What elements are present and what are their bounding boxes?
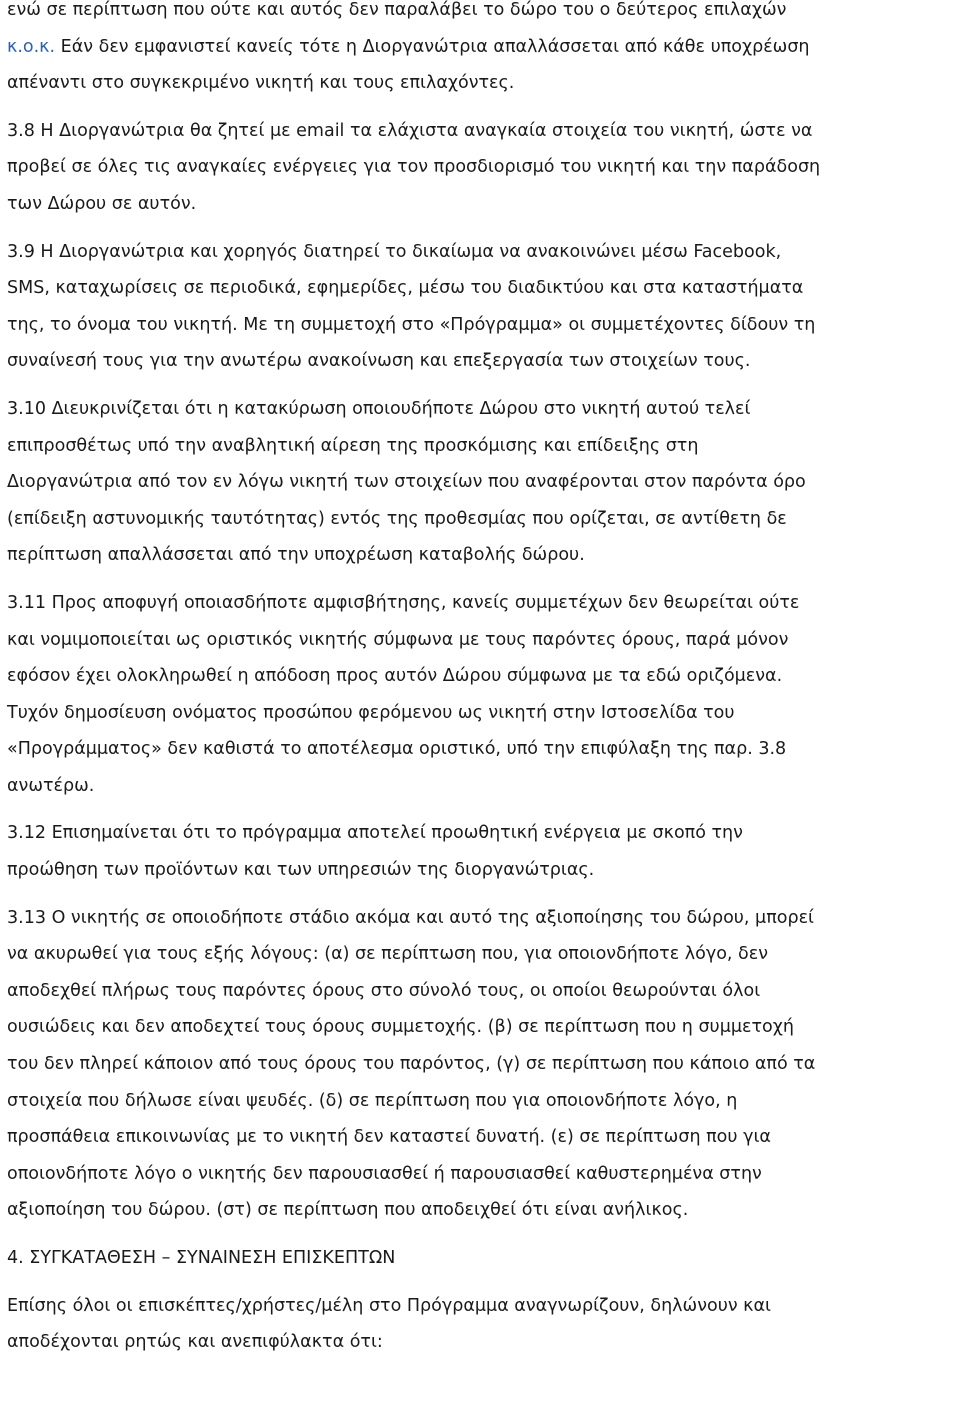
paragraph-clause-3-12 [7, 815, 957, 888]
text-line: και νομιμοποιείται ως οριστικός νικητής σύμφωνα με τους παρόντες όρους, παρά μόνον [7, 629, 789, 650]
document-page [7, 0, 957, 1372]
text-line: να ακυρωθεί για τους εξής λόγους: (α) σε περίπτωση που, για οποιονδήποτε λόγο, δεν [7, 944, 769, 965]
text-line: των Δώρου σε αυτόν. [7, 193, 197, 214]
text-line: «Προγράμματος» δεν καθιστά το αποτέλεσμα οριστικό, υπό την επιφύλαξη της παρ. 3.8 [7, 739, 787, 760]
paragraph-clause-3-11 [7, 585, 957, 805]
text-line: αξιοποίηση του δώρου. (στ) σε περίπτωση που αποδειχθεί ότι είναι ανήλικος. [7, 1200, 689, 1221]
paragraph-clause-3-8 [7, 113, 957, 223]
text-line: Επίσης όλοι οι επισκέπτες/χρήστες/μέλη στο Πρόγραμμα αναγνωρίζουν, δηλώνουν και [7, 1295, 771, 1316]
text-line: (επίδειξη αστυνομικής ταυτότητας) εντός της προθεσμίας που ορίζεται, σε αντίθετη δε [7, 508, 787, 529]
text-line: οποιονδήποτε λόγο ο νικητής δεν παρουσιασθεί ή παρουσιασθεί καθυστερημένα στην [7, 1163, 762, 1184]
text-line: ανωτέρω. [7, 775, 95, 796]
text-line: αποδεχθεί πλήρως τους παρόντες όρους στο σύνολό τους, οι οποίοι θεωρούνται όλοι [7, 980, 761, 1001]
text-line: SMS, καταχωρίσεις σε περιοδικά, εφημερίδες, μέσω του διαδικτύου και στα καταστήματα [7, 278, 804, 299]
text-line: απέναντι στο συγκεκριμένο νικητή και τους επιλαχόντες. [7, 73, 515, 94]
text-line: του δεν πληρεί κάποιον από τους όρους του παρόντος, (γ) σε περίπτωση που κάποιο από τα [7, 1054, 816, 1075]
paragraph-clause-3-10 [7, 391, 957, 574]
section-4-heading [7, 1240, 957, 1277]
text-line: εφόσον έχει ολοκληρωθεί η απόδοση προς αυτόν Δώρου σύμφωνα με τα εδώ οριζόμενα. [7, 666, 783, 687]
text-line: 3.9 Η Διοργανώτρια και χορηγός διατηρεί το δικαίωμα να ανακοινώνει μέσω Facebook, [7, 241, 782, 262]
text-line: 3.11 Προς αποφυγή οποιασδήποτε αμφισβήτησης, κανείς συμμετέχων δεν θεωρείται ούτε [7, 592, 800, 613]
text-line: επιπροσθέτως υπό την αναβλητική αίρεση της προσκόμισης και επίδειξης στη [7, 435, 699, 456]
text-line: Τυχόν δημοσίευση ονόματος προσώπου φερόμενου ως νικητή στην Ιστοσελίδα του [7, 702, 735, 723]
paragraph-section-4-intro [7, 1288, 957, 1361]
text-line: ενώ σε περίπτωση που ούτε και αυτός δεν παραλάβει το δώρο του ο δεύτερος επιλαχών [7, 0, 787, 20]
paragraph-clause-3-13 [7, 900, 957, 1229]
text-line: ουσιώδεις και δεν αποδεχτεί τους όρους συμμετοχής. (β) σε περίπτωση που η συμμετοχή [7, 1017, 794, 1038]
text-line: προβεί σε όλες τις αναγκαίες ενέργειες για τον προσδιορισμό του νικητή και την παράδοση [7, 157, 821, 178]
text-line: 3.10 Διευκρινίζεται ότι η κατακύρωση οποιουδήποτε Δώρου στο νικητή αυτού τελεί [7, 398, 751, 419]
text-line: στοιχεία που δήλωσε είναι ψευδές. (δ) σε περίπτωση που για οποιονδήποτε λόγο, η [7, 1090, 738, 1111]
text-line: προσπάθεια επικοινωνίας με το νικητή δεν καταστεί δυνατή. (ε) σε περίπτωση που για [7, 1127, 771, 1148]
text-line: προώθηση των προϊόντων και των υπηρεσιών της διοργανώτριας. [7, 860, 595, 881]
heading-line: 4. ΣΥΓΚΑΤΑΘΕΣΗ – ΣΥΝΑΙΝΕΣΗ ΕΠΙΣΚΕΠΤΩΝ [7, 1248, 396, 1268]
paragraph-continuation [7, 0, 957, 102]
text-line: συναίνεσή τους για την ανωτέρω ανακοίνωση και επεξεργασία των στοιχείων τους. [7, 351, 751, 372]
text-line: περίπτωση απαλλάσσεται από την υποχρέωση καταβολής δώρου. [7, 545, 585, 566]
text-line: αποδέχονται ρητώς και ανεπιφύλακτα ότι: [7, 1332, 383, 1353]
text-line: 3.12 Επισημαίνεται ότι το πρόγραμμα αποτελεί προωθητική ενέργεια με σκοπό την [7, 823, 743, 844]
text-line: 3.8 Η Διοργανώτρια θα ζητεί με email τα ελάχιστα αναγκαία στοιχεία του νικητή, ώστε να [7, 120, 813, 141]
text-line: Διοργανώτρια από τον εν λόγω νικητή των στοιχείων που αναφέρονται στον παρόντα όρο [7, 472, 806, 493]
text-line: 3.13 Ο νικητής σε οποιοδήποτε στάδιο ακόμα και αυτό της αξιοποίησης του δώρου, μπορεί [7, 907, 814, 928]
text-line: της, το όνομα του νικητή. Με τη συμμετοχή στο «Πρόγραμμα» οι συμμετέχοντες δίδουν τη [7, 314, 816, 335]
text-line: κ.ο.κ. Εάν δεν εμφανιστεί κανείς τότε η Διοργανώτρια απαλλάσσεται από κάθε υποχρέωση [7, 36, 810, 57]
paragraph-clause-3-9 [7, 234, 957, 380]
